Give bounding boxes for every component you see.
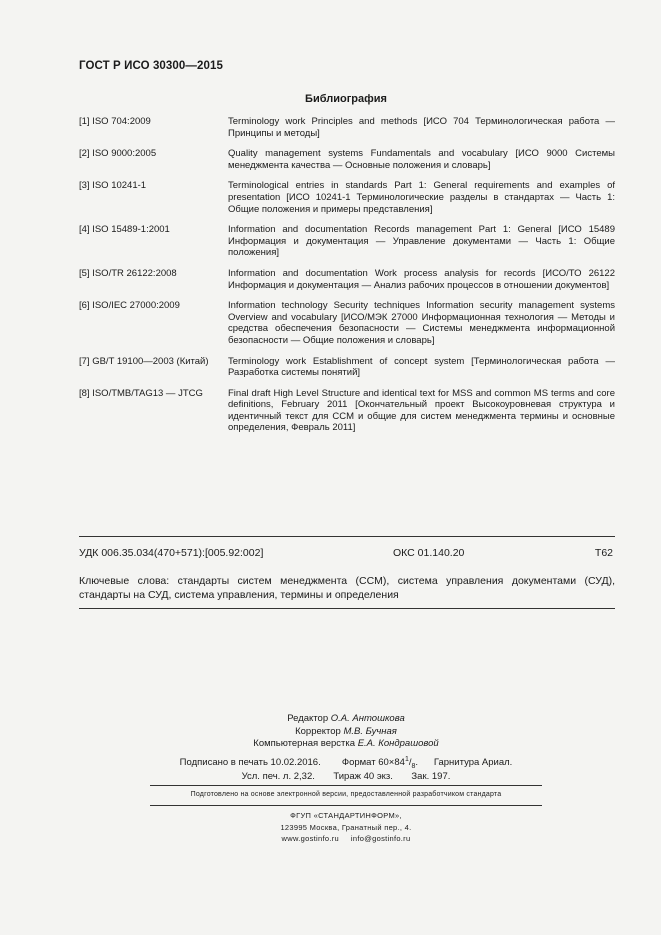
bibliography-item [79, 116, 615, 139]
credits-block [170, 713, 522, 751]
standard-code: ГОСТ Р ИСО 30300—2015 [79, 60, 224, 72]
typeface: Гарнитура Ариал. [433, 757, 513, 768]
bibliography-item [79, 356, 615, 379]
bibliography-item-id: [2] ISO 9000:2005 [79, 148, 157, 160]
editor-label: Редактор [287, 713, 329, 724]
corrector-line [170, 726, 522, 739]
publisher-email[interactable]: info@gostinfo.ru [350, 834, 411, 843]
bibliography-item-text: Terminology work Establishment of concept system [Терминологическая работа — Разработка системы понятий] [228, 355, 615, 379]
layout-name: Е.А. Кондрашовой [357, 738, 439, 749]
bibliography-item [79, 388, 615, 434]
order-number: Зак. 197. [411, 770, 451, 782]
publisher-name: ФГУП «СТАНДАРТИНФОРМ», [290, 811, 402, 820]
prepared-note: Подготовлено на основе электронной версии, предоставленной разработчиком стандарта [190, 791, 502, 798]
bibliography-list [79, 116, 615, 443]
bibliography-item-id: [8] ISO/TMB/TAG13 — JTCG [79, 387, 203, 399]
editor-line [170, 713, 522, 726]
bibliography-item-text: Information and documentation Records management Part 1: General [ИСО 15489 Информация и документация — Управление документами — Часть 1: Общие положения] [228, 224, 615, 259]
divider-print [150, 785, 542, 786]
layout-line [170, 738, 522, 751]
bibliography-item-text: Final draft High Level Structure and identical text for MSS and common MS terms and core definitions, February 2011 [Окончательный проект Высокоуровневая структура и идентичный текст для СCM и общие для систем менеджмента термины и основные определения, Февраль 2011] [228, 387, 615, 434]
category-code: Т62 [594, 547, 613, 559]
bibliography-item-id: [1] ISO 704:2009 [79, 116, 151, 127]
publisher-address: 123995 Москва, Гранатный пер., 4. [280, 822, 412, 832]
corrector-name: М.В. Бучная [343, 725, 397, 737]
divider-bottom [79, 608, 615, 609]
publisher-contacts [150, 833, 542, 845]
bibliography-item-text: Terminological entries in standards Part 1: General requirements and examples of presentation [ИСО 10241-1 Терминологические разделы в стандартах — Часть 1: Общие положения и примеры представления] [228, 180, 615, 215]
bibliography-item-id: [3] ISO 10241-1 [79, 180, 147, 192]
bibliography-item-text: Information technology Security techniques Information security management systems Overview and vocabulary [ИСО/МЭК 27000 Информационная технология — Методы и средства обеспечения безопасности — Системы менеджмента информационной безопасности — Общие положения и словарь] [228, 300, 615, 346]
print-format: Формат $60\times 84^1/_8$ [341, 755, 416, 770]
print-line-1: Подписано в печать 10.02.2016. Формат $60\times 84^1/_8$. Гарнитура Ариал. [179, 755, 513, 770]
print-run: Тираж 40 экз. [333, 770, 393, 782]
bibliography-item [79, 268, 615, 291]
bibliography-item [79, 180, 615, 215]
signed-date: Подписано в печать 10.02.2016. [179, 757, 321, 768]
editor-name: О.А. Антошкова [330, 713, 405, 724]
corrector-label: Корректор [295, 725, 341, 737]
publisher-website[interactable]: www.gostinfo.ru [281, 834, 339, 843]
bibliography-item-text: Information and documentation Work process analysis for records [ИСО/ТО 26122 Информация и документация — Анализ рабочих процессов в отношении документов] [228, 267, 615, 291]
udk-code: УДК 006.35.034(470+571):[005.92:002] [79, 547, 264, 559]
publisher-block [150, 810, 542, 845]
bibliography-item-id: [6] ISO/IEC 27000:2009 [79, 300, 180, 312]
keywords: Ключевые слова: стандарты систем менеджмента (ССМ), система управления документами (СУД), стандарты на СУД, система управления, термины и определения [79, 575, 615, 601]
oks-code: ОКС 01.140.20 [393, 547, 465, 559]
bibliography-item-id: [4] ISO 15489-1:2001 [79, 224, 170, 236]
print-line-2 [170, 770, 522, 784]
layout-label: Компьютерная верстка [253, 738, 356, 749]
bibliography-item [79, 300, 615, 346]
bibliography-item-id: [7] GB/T 19100—2003 (Китай) [79, 355, 209, 367]
print-info [170, 756, 522, 783]
printed-sheets: Усл. печ. л. 2,32. [241, 770, 315, 782]
divider-top [79, 536, 615, 537]
bibliography-item-text: Quality management systems Fundamentals and vocabulary [ИСО 9000 Системы менеджмента качества — Основные положения и словарь] [228, 148, 615, 171]
bibliography-item-id: [5] ISO/TR 26122:2008 [79, 267, 177, 279]
bibliography-item [79, 224, 615, 259]
divider-note [150, 805, 542, 806]
bibliography-item-text: Terminology work Principles and methods [ИСО 704 Терминологическая работа — Принципы и методы] [228, 116, 615, 139]
bibliography-item [79, 148, 615, 171]
bibliography-title: Библиография [305, 93, 387, 105]
